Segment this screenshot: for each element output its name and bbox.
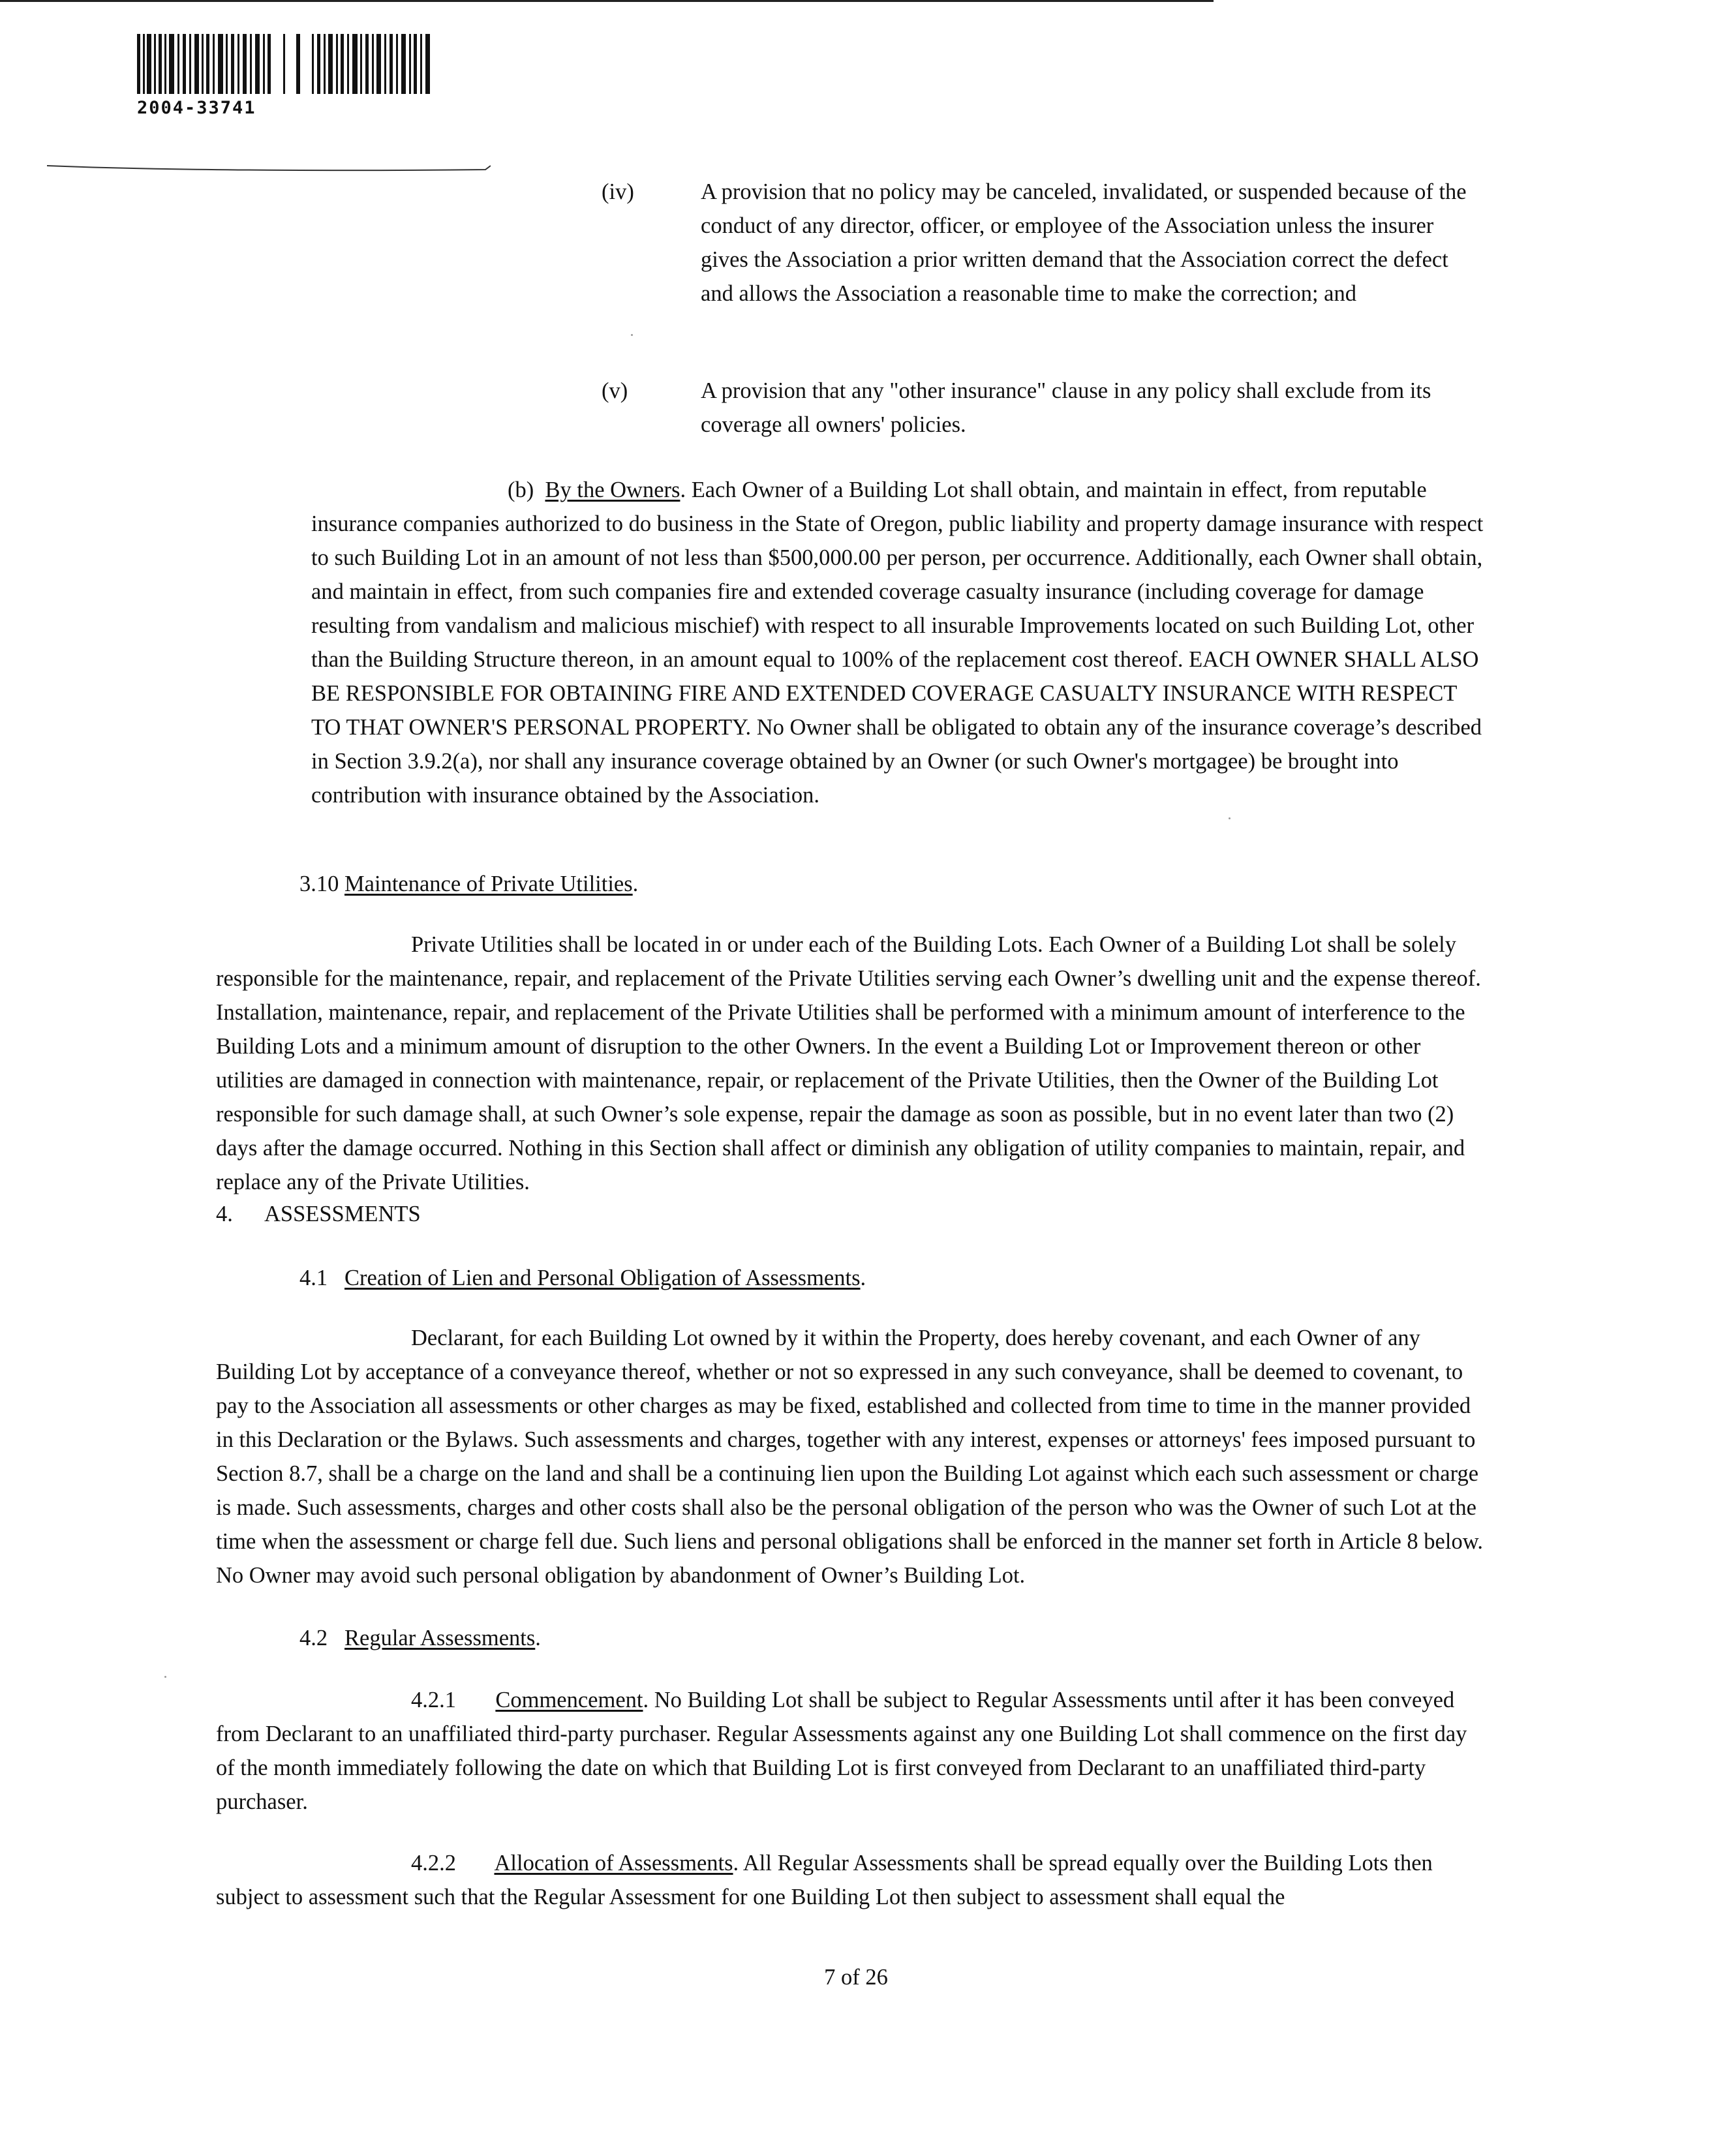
item-v-label: (v) (602, 378, 628, 403)
article-4-heading: ASSESSMENTS (264, 1202, 421, 1226)
section-4-1-body: Declarant, for each Building Lot owned by it within the Property, does hereby covenant, and each Owner of any Building Lot by acceptance of a conveyance thereof, whether or not so expressed in any such conveyance, shall be deemed to covenant, to pay to the Association all assessments or other charges as may be fixed, established and collected from time to time in the manner provided in this Declaration or the Bylaws. Such assessments and charges, together with any interest, expenses or attorneys' fees imposed pursuant to Section 8.7, shall be a charge on the land and shall be a continuing lien upon the Building Lot against which each such assessment or charge is made. Such assessments, charges and other costs shall also be the personal obligation of the person who was the Owner of such Lot at the time when the assessment or charge fell due. Such liens and personal obligations shall be enforced in the manner set forth in Article 8 below. No Owner may avoid such personal obligation by abandonment of Owner’s Building Lot. (216, 1326, 1484, 1588)
section-4-1-number: 4.1 (299, 1266, 328, 1290)
section-3-10-heading: Maintenance of Private Utilities (344, 872, 633, 896)
scan-speck (164, 1676, 166, 1678)
by-owners-label: (b) (508, 478, 534, 502)
section-4-2-number: 4.2 (299, 1626, 328, 1650)
by-owners-paragraph (311, 473, 1484, 812)
section-4-2-heading-line: 4.2 Regular Assessments. (299, 1626, 541, 1650)
section-4-2-1-heading: Commencement (495, 1688, 643, 1712)
section-4-1-heading-line: 4.1 Creation of Lien and Personal Obligation of Assessments. (299, 1266, 866, 1290)
section-4-2-1-number: 4.2.1 (411, 1688, 456, 1712)
scan-curve-line (47, 163, 491, 179)
by-owners-heading: By the Owners (545, 478, 680, 502)
section-4-2-1-body: . No Building Lot shall be subject to Regular Assessments until after it has been conveyed from Declarant to an unaffiliated third-party purchaser. Regular Assessments against any one Building Lot shall commence on the first day of the month immediately following the date on which that Building Lot is first conveyed from Declarant to an unaffiliated third-party purchaser. (216, 1688, 1467, 1814)
section-4-2-heading: Regular Assessments (344, 1626, 536, 1650)
section-4-1-heading: Creation of Lien and Personal Obligation of Assessments (344, 1266, 861, 1290)
page-number: 7 of 26 (824, 1965, 888, 1990)
item-iv-text: A provision that no policy may be canceled, invalidated, or suspended because of the conduct of any director, officer, or employee of the Association unless the insurer gives the Association a prior written demand that the Association correct the defect and allows the Association a reasonable time to make the correction; and (701, 179, 1467, 306)
by-owners-body: . Each Owner of a Building Lot shall obtain, and maintain in effect, from reputable insurance companies authorized to do business in the State of Oregon, public liability and property damage insurance with respect to such Building Lot in an amount of not less than $500,000.00 per person, per occurrence. Additionally, each Owner shall obtain, and maintain in effect, from such companies fire and extended coverage casualty insurance (including coverage for damage resulting from vandalism and malicious mischief) with respect to all insurable Improvements located on such Building Lot, other than the Building Structure thereon, in an amount equal to 100% of the replacement cost thereof. EACH OWNER SHALL ALSO BE RESPONSIBLE FOR OBTAINING FIRE AND EXTENDED COVERAGE CASUALTY INSURANCE WITH RESPECT TO THAT OWNER'S PERSONAL PROPERTY. No Owner shall be obligated to obtain any of the insurance coverage’s described in Section 3.9.2(a), nor shall any insurance coverage obtained by an Owner (or such Owner's mortgagee) be brought into contribution with insurance obtained by the Association. (311, 478, 1484, 808)
section-4-2-2-heading: Allocation of Assessments (494, 1851, 733, 1875)
scan-speck (631, 334, 633, 336)
barcode-number: 2004-33741 (137, 98, 256, 118)
item-v-text: A provision that any "other insurance" clause in any policy shall exclude from its coverage all owners' policies. (701, 378, 1431, 437)
section-4-2-2-paragraph (216, 1846, 1485, 1914)
section-3-10-body: Private Utilities shall be located in or under each of the Building Lots. Each Owner of a Building Lot shall be solely responsible for the maintenance, repair, and replacement of the Private Utilities serving each Owner’s dwelling unit and the expense thereof. Installation, maintenance, repair, and replacement of the Private Utilities shall be performed with a minimum amount of interference to the Building Lots and a minimum amount of disruption to the other Owners. In the event a Building Lot or Improvement thereon or other utilities are damaged in connection with maintenance, repair, or replacement of the Private Utilities, then the Owner of the Building Lot responsible for such damage shall, at such Owner’s sole expense, repair the damage as soon as possible, but in no event later than two (2) days after the damage occurred. Nothing in this Section shall affect or diminish any obligation of utility companies to maintain, repair, and replace any of the Private Utilities. (216, 932, 1481, 1194)
barcode-image (137, 34, 432, 94)
item-iv-label: (iv) (602, 179, 634, 204)
section-4-2-2-number: 4.2.2 (411, 1851, 456, 1875)
section-4-2-1-paragraph (216, 1683, 1485, 1819)
scan-speck (1229, 817, 1230, 819)
article-4-number: 4. (216, 1202, 233, 1226)
section-3-10-number: 3.10 (299, 872, 339, 896)
scan-top-edge (0, 0, 1214, 2)
section-4-2-2-body: . All Regular Assessments shall be spread equally over the Building Lots then subject to assessment such that the Regular Assessment for one Building Lot then subject to assessment shall equal the (216, 1851, 1433, 1909)
section-3-10-heading-line: 3.10 Maintenance of Private Utilities. (299, 872, 639, 896)
